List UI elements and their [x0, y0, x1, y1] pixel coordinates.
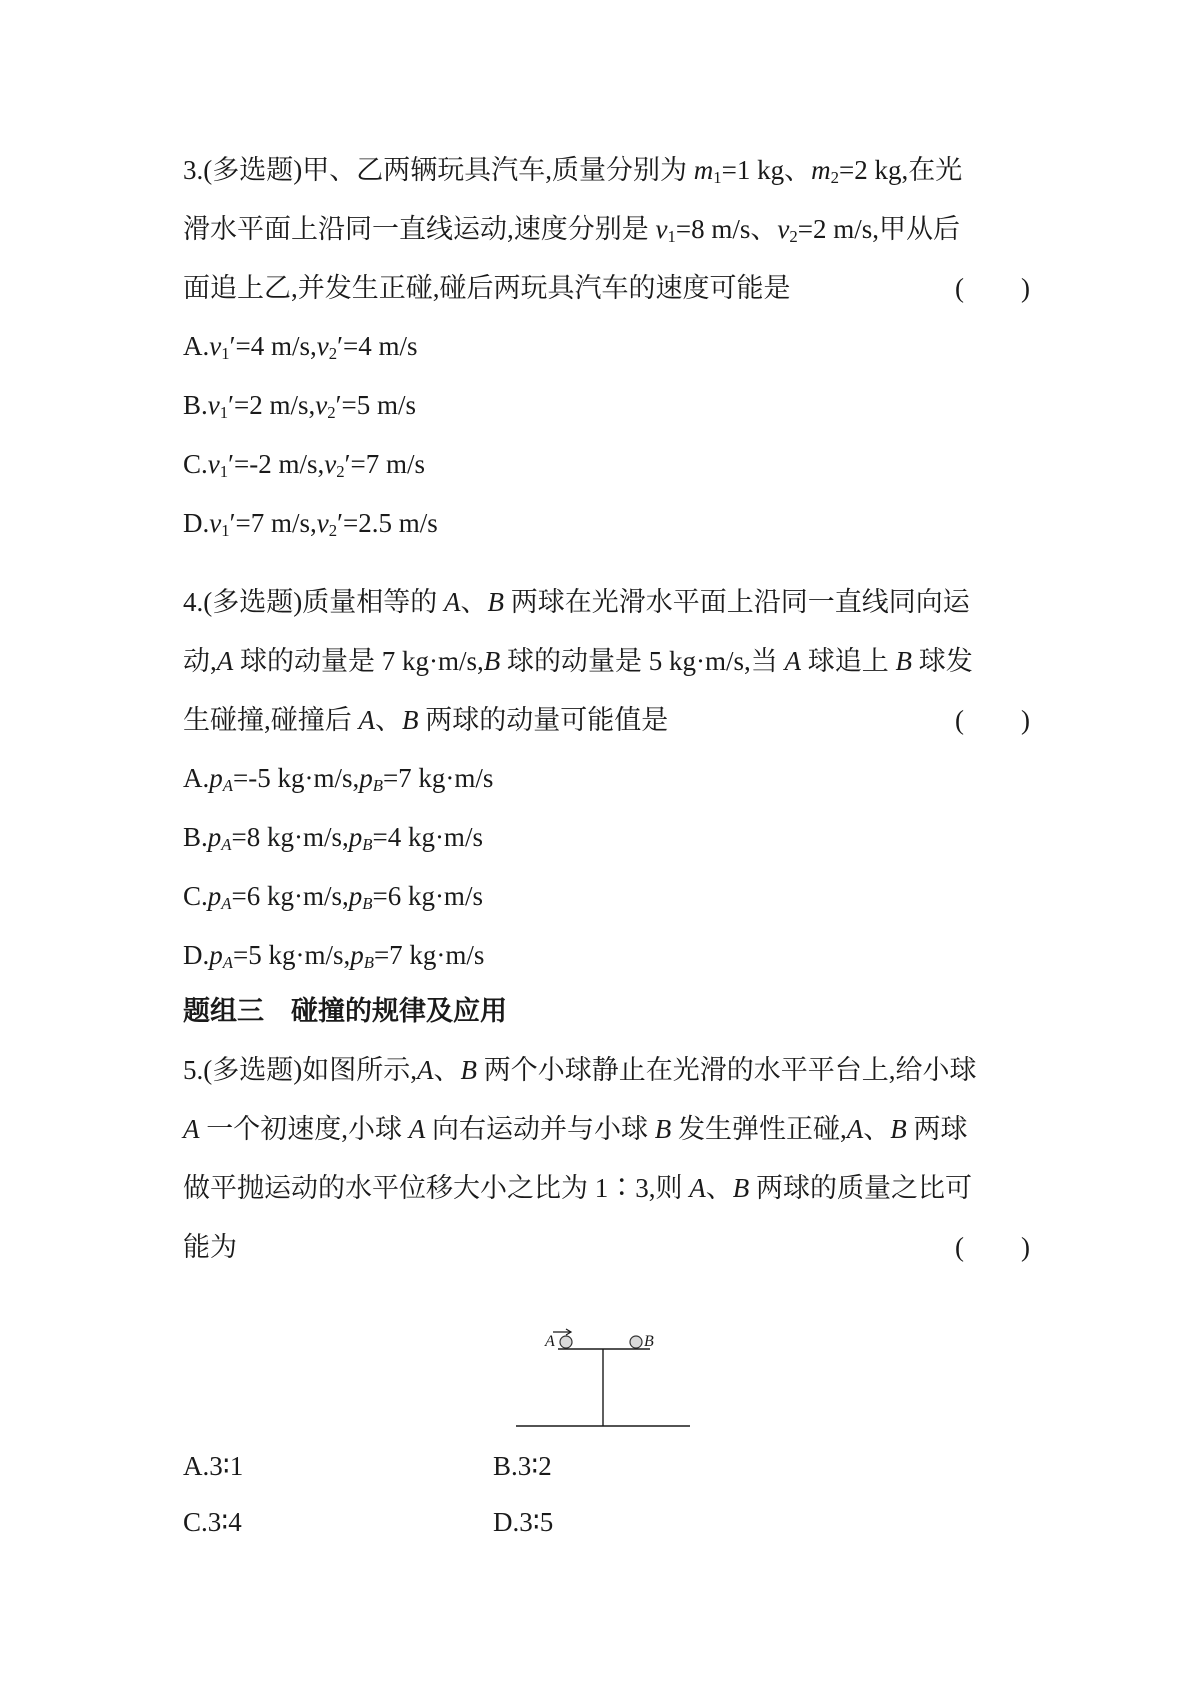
- option-value: =2.5 m/s: [343, 508, 438, 538]
- option-value: =7 kg·m/s: [382, 763, 494, 793]
- var-m: m: [811, 155, 831, 185]
- q5-text: 、: [705, 1173, 733, 1203]
- var-b: B: [372, 776, 383, 796]
- var-b: B: [890, 1114, 907, 1144]
- subscript: 2: [328, 344, 338, 364]
- q3-text: =2 m/s,甲从后: [797, 214, 960, 244]
- var-b: B: [732, 1173, 750, 1203]
- var-b: B: [362, 894, 373, 914]
- figure-label-b: B: [644, 1333, 654, 1350]
- q3-text: =8 m/s、: [675, 214, 778, 244]
- var-a: A: [689, 1173, 706, 1203]
- q3-stem-line-3: [183, 268, 1028, 308]
- q4-option-b: [183, 817, 483, 857]
- var-v: v: [777, 214, 790, 244]
- q4-text: 两球的动量可能值是: [418, 705, 669, 735]
- option-label: A.: [183, 763, 210, 793]
- q3-stem-line-1: [183, 150, 1028, 190]
- q5-text: 向右运动并与小球: [425, 1114, 655, 1144]
- var-b: B: [483, 646, 501, 676]
- var-p: p: [209, 940, 223, 970]
- q5-text: 、: [863, 1114, 891, 1144]
- subscript: 2: [327, 403, 336, 423]
- var-a: A: [358, 705, 375, 735]
- q4-text: 球的动量是 5 kg·m/s,当: [500, 646, 785, 676]
- subscript: 1: [221, 344, 230, 364]
- var-a: A: [443, 587, 461, 617]
- q5-option-d: D.3∶5: [493, 1507, 554, 1537]
- q4-option-c: [183, 876, 483, 916]
- q4-stem-line-2: [183, 641, 1028, 681]
- q4-text: 动,: [183, 646, 217, 676]
- section-heading: 题组三 碰撞的规律及应用: [183, 996, 507, 1027]
- option-label: D.: [183, 508, 210, 538]
- q3-text: =1 kg、: [721, 155, 812, 185]
- q3-text: 面追上乙,并发生正碰,碰后两玩具汽车的速度可能是: [183, 273, 791, 303]
- option-label: C.: [183, 881, 208, 911]
- var-v: v: [207, 390, 220, 420]
- q3-stem-line-2: [183, 209, 1028, 249]
- subscript: 1: [219, 462, 229, 482]
- paren-open: (: [955, 273, 964, 303]
- var-a: A: [222, 776, 233, 796]
- var-b: B: [362, 835, 373, 855]
- q3-option-c: $C.v_1'=-2$ $m/s,v_2'=7$ m/s: [183, 449, 426, 482]
- ball-a: [560, 1336, 572, 1348]
- var-v: v: [315, 390, 328, 420]
- q5-stem-line-3: [183, 1168, 1028, 1208]
- q3-option-d: $D.v_1'=7$ $m/s,v_2'=2.5$ m/s: [183, 508, 438, 541]
- var-p: p: [207, 822, 222, 852]
- var-v: v: [209, 331, 222, 361]
- var-p: p: [359, 763, 373, 793]
- q4-text: 4.(多选题)质量相等的: [183, 587, 444, 617]
- var-a: A: [408, 1114, 426, 1144]
- q4-option-d: [183, 935, 484, 975]
- q5-stem-line-4: [183, 1227, 1028, 1267]
- q5-option-c: C.3∶4: [183, 1507, 242, 1537]
- var-a: A: [416, 1055, 434, 1085]
- var-p: p: [350, 940, 364, 970]
- q5-option-a: A.3∶1: [183, 1451, 244, 1481]
- paren-close: ): [1021, 705, 1030, 735]
- q4-text: 球发: [912, 646, 973, 676]
- var-v: v: [316, 331, 329, 361]
- q5-text: 能为: [183, 1232, 237, 1262]
- q4-text: 生碰撞,碰撞后: [183, 705, 359, 735]
- var-v: v: [324, 449, 337, 479]
- var-v: v: [207, 449, 220, 479]
- var-a: A: [221, 835, 232, 855]
- option-value: =4 kg·m/s: [372, 822, 483, 852]
- q4-option-a: [183, 758, 493, 798]
- var-a: A: [216, 646, 234, 676]
- option-value: =4 m/s,: [235, 331, 317, 361]
- var-a: A: [183, 1114, 200, 1144]
- var-a: A: [784, 646, 802, 676]
- var-p: p: [209, 763, 223, 793]
- subscript: 1: [221, 521, 230, 541]
- var-b: B: [487, 587, 504, 617]
- var-b: B: [895, 646, 913, 676]
- q4-text: 球追上: [801, 646, 896, 676]
- figure-label-a: A: [545, 1333, 555, 1350]
- var-v: v: [655, 214, 668, 244]
- option-value: =7 m/s,: [235, 508, 317, 538]
- q5-stem-line-2: [183, 1109, 1028, 1149]
- option-value: =4 m/s: [343, 331, 418, 361]
- var-a: A: [222, 953, 233, 973]
- var-a: A: [221, 894, 232, 914]
- var-v: v: [209, 508, 222, 538]
- option-value: =5 m/s: [341, 390, 417, 420]
- subscript: 1: [713, 168, 722, 188]
- subscript: 2: [336, 462, 345, 482]
- option-label: B.: [183, 822, 208, 852]
- q5-text: 做平抛运动的水平位移大小之比为 1∶3,则: [183, 1173, 690, 1203]
- paren-close: ): [1021, 273, 1030, 303]
- var-m: m: [693, 155, 714, 185]
- paren-open: (: [955, 705, 964, 735]
- subscript: 2: [830, 168, 839, 188]
- option-value: =6 kg·m/s,: [231, 881, 349, 911]
- var-b: B: [363, 953, 374, 973]
- option-label: A.: [183, 331, 210, 361]
- q5-text: 、: [433, 1055, 461, 1085]
- var-b: B: [460, 1055, 477, 1085]
- var-v: v: [316, 508, 329, 538]
- var-p: p: [348, 881, 363, 911]
- ball-b: [630, 1336, 642, 1348]
- q5-stem-line-1: [183, 1050, 1028, 1090]
- q4-text: 、: [460, 587, 488, 617]
- q3-text: 3.(多选题)甲、乙两辆玩具汽车,质量分别为: [183, 155, 694, 185]
- option-label: D.: [183, 940, 210, 970]
- q4-text: 两球在光滑水平面上沿同一直线同向运: [503, 587, 970, 617]
- var-b: B: [654, 1114, 672, 1144]
- answer-bracket: [955, 1227, 1030, 1267]
- option-value: =7 kg·m/s: [373, 940, 485, 970]
- q5-text: 两球: [906, 1114, 968, 1144]
- paren-close: ): [1021, 1232, 1030, 1262]
- option-label: B.: [183, 390, 208, 420]
- q4-text: 、: [375, 705, 402, 735]
- q5-text: 两球的质量之比可: [749, 1173, 972, 1203]
- answer-bracket: [955, 268, 1030, 308]
- q4-stem-line-3: [183, 700, 1028, 740]
- var-p: p: [348, 822, 363, 852]
- subscript: 2: [328, 521, 338, 541]
- option-value: =-2 m/s,: [234, 449, 325, 479]
- q5-text: 两个小球静止在光滑的水平平台上,给小球: [476, 1055, 977, 1085]
- q5-text: 发生弹性正碰,: [671, 1114, 847, 1144]
- q4-stem-line-1: [183, 582, 1028, 622]
- q3-text: 滑水平面上沿同一直线运动,速度分别是: [183, 214, 656, 244]
- answer-bracket: [955, 700, 1030, 740]
- option-value: =6 kg·m/s: [372, 881, 483, 911]
- subscript: 1: [667, 227, 676, 247]
- option-value: =7 m/s: [350, 449, 426, 479]
- q3-option-b: $B.v_1'=2$ $m/s,v_2'=5$ m/s: [183, 390, 417, 423]
- platform-figure: [510, 1322, 710, 1432]
- option-value: =-5 kg·m/s,: [232, 763, 360, 793]
- paren-open: (: [955, 1232, 964, 1262]
- option-value: =5 kg·m/s,: [232, 940, 351, 970]
- option-value: =8 kg·m/s,: [231, 822, 349, 852]
- subscript: 2: [789, 227, 798, 247]
- var-p: p: [207, 881, 222, 911]
- q4-text: 球的动量是 7 kg·m/s,: [233, 646, 484, 676]
- q3-option-a: $A.v_1'=4$ $m/s,v_2'=4$ m/s: [183, 331, 418, 364]
- option-value: =2 m/s,: [234, 390, 316, 420]
- q5-text: 一个初速度,小球: [199, 1114, 409, 1144]
- subscript: 1: [219, 403, 229, 423]
- q5-option-b: B.3∶2: [493, 1451, 552, 1481]
- var-a: A: [846, 1114, 864, 1144]
- var-b: B: [402, 705, 419, 735]
- option-label: C.: [183, 449, 208, 479]
- q3-text: =2 kg,在光: [838, 155, 963, 185]
- q5-text: 5.(多选题)如图所示,: [183, 1055, 417, 1085]
